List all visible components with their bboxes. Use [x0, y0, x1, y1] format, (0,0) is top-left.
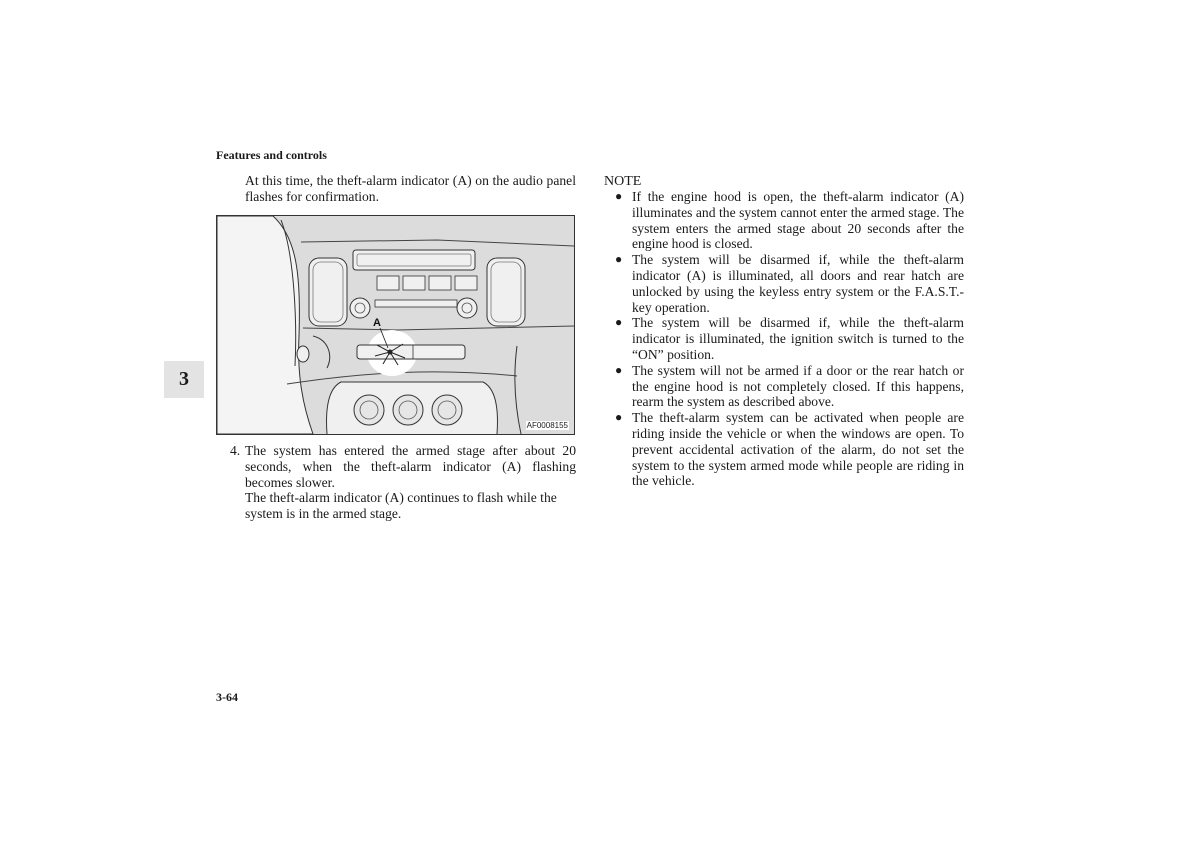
- note-list: [615, 189, 964, 489]
- bullet-icon: ●: [615, 362, 623, 377]
- section-header: Features and controls: [216, 148, 327, 162]
- note-item-text: The system will not be armed if a door or the rear hatch or the engine hood is not completely closed. If this happens, rearm the system as described above.: [632, 362, 964, 410]
- step-text: The system has entered the armed stage after about 20 seconds, when the theft-alarm indicator (A) flashing becomes slower.: [245, 443, 576, 490]
- bullet-icon: ●: [615, 252, 623, 267]
- intro-paragraph: At this time, the theft-alarm indicator (A) on the audio panel flashes for confirmation.: [245, 173, 576, 204]
- step-number: 4.: [230, 443, 241, 458]
- dashboard-drawing: [217, 216, 574, 434]
- note-item: [615, 363, 964, 410]
- bullet-icon: ●: [615, 315, 623, 330]
- note-item-text: The theft-alarm system can be activated when people are riding inside the vehicle or when the windows are open. To prevent accidental activation of the alarm, do not set the system to the system armed mode while people are riding in the vehicle.: [632, 410, 964, 489]
- chapter-number: 3: [179, 368, 189, 390]
- page-number: 3-64: [216, 690, 238, 704]
- note-item-text: If the engine hood is open, the theft-alarm indicator (A) illuminates and the system cannot enter the armed stage. The system enters the armed stage about 20 seconds after the engine hood is closed.: [632, 189, 964, 252]
- callout-label-a: A: [373, 317, 381, 329]
- figure-code: AF0008155: [526, 421, 568, 430]
- note-item: [615, 410, 964, 489]
- bullet-icon: ●: [615, 410, 623, 425]
- bullet-icon: ●: [615, 189, 623, 203]
- note-item-text: The system will be disarmed if, while the theft-alarm indicator is illuminated, the ignition switch is turned to the “ON” position.: [632, 315, 964, 362]
- note-item: [615, 315, 964, 362]
- note-item-text: The system will be disarmed if, while the theft-alarm indicator (A) is illuminated, all doors and rear hatch are unlocked by using the keyless entry system or the F.A.S.T.-key operation.: [632, 252, 964, 315]
- step-followup-text: The theft-alarm indicator (A) continues to flash while the system is in the armed stage.: [245, 490, 557, 521]
- note-heading: NOTE: [604, 174, 642, 189]
- audio-panel-illustration: [216, 215, 575, 435]
- note-item: [615, 252, 964, 315]
- chapter-tab: [164, 361, 204, 398]
- note-item: [615, 189, 964, 252]
